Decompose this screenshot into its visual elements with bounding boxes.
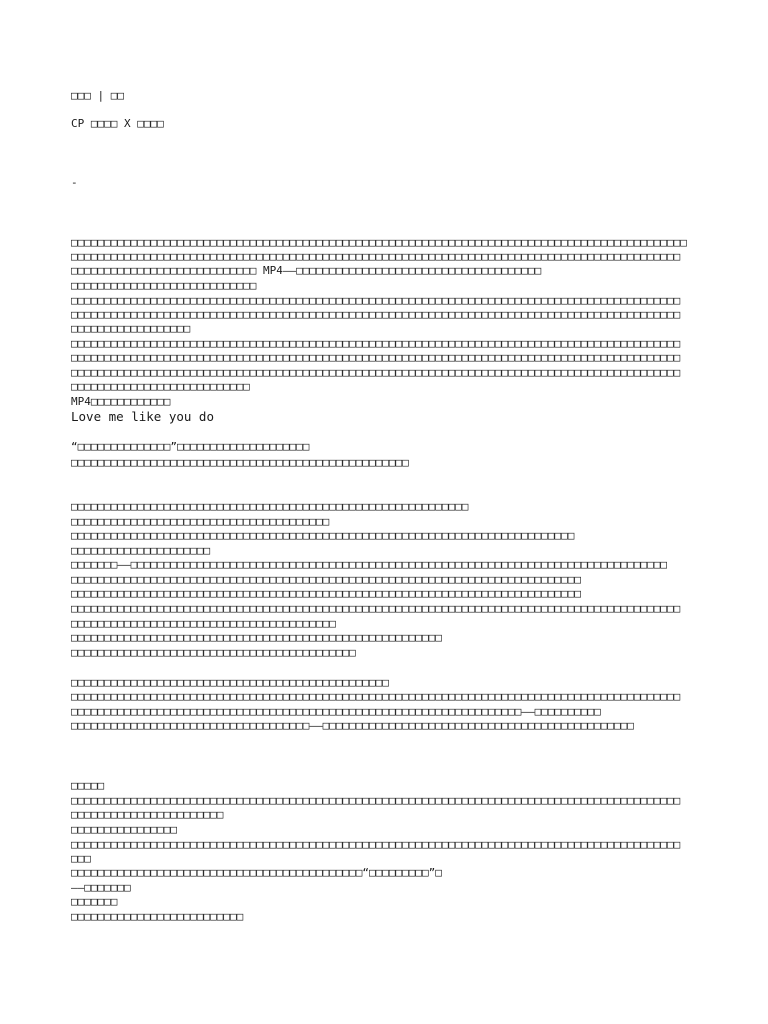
paragraph-line: □□□□□□□□□□□□□□□□□□□□□□□□□□□□□□□□□□□□□□□□□□□	[71, 646, 356, 659]
paragraph-line: □□□□□□□□□□□□□□□□□□□□□□□□□□□□□□□□□□□□□□□	[71, 515, 330, 528]
paragraph-line: □□□□□□□□□□□□□□□□□□□□□□□□□□□□□□□□□□□□□□□□□□□□□□□□□□□□□□□□□□□□□□□□□□□□□□□□□□□□□	[71, 587, 581, 600]
paragraph-line: □□□□□□□□□□□□□□□□□□□□□□□□□□□□□□□□□□□□□□□□□□□□□□□□□□□□□□□□□□□□□□□□□□□□□□□□□□□□□□□□□□□□□□□□□□□□	[71, 308, 681, 321]
paragraph-line: □□□	[71, 852, 91, 865]
paragraph-line: □□□□□□□□□□□□□□□□□□□□□□□□□□□□□□□□□□□□□□□□□□□□□□□□□□□	[71, 456, 409, 469]
paragraph-line: □□□□□□□□□□□□□□□□□□□□□□□□□□□□□□□□□□□□□□□□□□□□□□□□□□□□□□□□□□□□□□□□□□□□□□□□□□□□□□□□□□□□□□□□□□□□	[71, 250, 681, 263]
paragraph-line: □□□□□□□	[71, 895, 118, 908]
document-subtitle: CP □□□□ X □□□□	[71, 117, 164, 130]
paragraph-line: □□□□□□□□□□□□□□□□□□□□□□□	[71, 808, 224, 821]
paragraph-line: □□□□□□□□□□□□□□□□□□□□□□□□□□□□□□□□□□□□□□□□□□□□□□□□□□□□□□□□□□□□	[71, 500, 469, 513]
paragraph-line: □□□□□□□□□□□□□□□□□□□□□□□□□□□□□□□□□□□□□□□□	[71, 617, 336, 630]
paragraph-line: □□□□□□□□□□□□□□□□□□□□□□□□□□□□□□□□□□□□——□□□□□□□□□□□□□□□□□□□□□□□□□□□□□□□□□□□□□□□□□□□□□□□	[71, 719, 634, 732]
paragraph-line: ——□□□□□□□	[71, 881, 131, 894]
paragraph-line: □□□□□□□□□□□□□□□□	[71, 823, 177, 836]
paragraph-line: □□□□□□□□□□□□□□□□□□□□□	[71, 544, 211, 557]
paragraph-line: □□□□□	[71, 779, 105, 792]
paragraph-line: □□□□□□□□□□□□□□□□□□□□□□□□□□□□□□□□□□□□□□□□□□□□□□□□□□□□□□□□□□□□□□□□□□□□□□□□□□□□□□□□□□□□□□□□□□□□	[71, 794, 681, 807]
paragraph-line: □□□□□□□□□□□□□□□□□□□□□□□□□□□□□□□□□□□□□□□□□□□□□□□□□□□□□□□□□□□□□□□□□□□□□□□□□□□□□□□□□□□□□□□□□□□□	[71, 690, 681, 703]
paragraph-line: □□□□□□□□□□□□□□□□□□□□□□□□□□□□□□□□□□□□□□□□□□□□□□□□□□□□□□□□□□□□□□□□□□□□□□□□□□□□	[71, 529, 575, 542]
paragraph-line: □□□□□□□□□□□□□□□□□□□□□□□□□□□□□□□□□□□□□□□□□□□□□□□□□□□□□□□□□□□□□□□□□□□□□□□□□□□□□□□□□□□□□□□□□□□□	[71, 366, 681, 379]
paragraph-line: □□□□□□□□□□□□□□□□□□□□□□□□□□□□□□□□□□□□□□□□□□□□“□□□□□□□□□”□	[71, 866, 442, 879]
paragraph-line: □□□□□□□□□□□□□□□□□□	[71, 322, 191, 335]
paragraph-line: □□□□□□□——□□□□□□□□□□□□□□□□□□□□□□□□□□□□□□□□□□□□□□□□□□□□□□□□□□□□□□□□□□□□□□□□□□□□□□□□□□□□□□□□□	[71, 558, 668, 571]
paragraph-line: □□□□□□□□□□□□□□□□□□□□□□□□□□□□□□□□□□□□□□□□□□□□□□□□□□□□□□□□□□□□□□□□□□□□□□□□□□□□□□□□□□□□□□□□□□□□	[71, 294, 681, 307]
separator-dash: -	[71, 176, 78, 189]
paragraph-line: □□□□□□□□□□□□□□□□□□□□□□□□□□□	[71, 380, 250, 393]
paragraph-line: □□□□□□□□□□□□□□□□□□□□□□□□□□□□	[71, 279, 257, 292]
paragraph-line: □□□□□□□□□□□□□□□□□□□□□□□□□□□□□□□□□□□□□□□□□□□□□□□□□□□□□□□□□□□□□□□□□□□□——□□□□□□□□□□	[71, 705, 601, 718]
mp4-line: MP4□□□□□□□□□□□□	[71, 395, 171, 408]
quote-line: “□□□□□□□□□□□□□□”□□□□□□□□□□□□□□□□□□□□	[71, 440, 310, 453]
paragraph-line: □□□□□□□□□□□□□□□□□□□□□□□□□□	[71, 910, 244, 923]
song-title: Love me like you do	[71, 409, 214, 424]
paragraph-line: □□□□□□□□□□□□□□□□□□□□□□□□□□□□□□□□□□□□□□□□□□□□□□□□□□□□□□□□□□□□□□□□□□□□□□□□□□□□□□□□□□□□□□□□□□□□	[71, 838, 681, 851]
paragraph-line: □□□□□□□□□□□□□□□□□□□□□□□□□□□□□□□□□□□□□□□□□□□□□□□□□□□□□□□□□□□□□□□□□□□□□□□□□□□□□□□□□□□□□□□□□□□□	[71, 337, 681, 350]
paragraph-line: □□□□□□□□□□□□□□□□□□□□□□□□□□□□ MP4——□□□□□□□□□□□□□□□□□□□□□□□□□□□□□□□□□□□□□	[71, 264, 542, 277]
paragraph-line: □□□□□□□□□□□□□□□□□□□□□□□□□□□□□□□□□□□□□□□□□□□□□□□□□□□□□□□□□□□□□□□□□□□□□□□□□□□□□□□□□□□□□□□□□□□□□	[71, 236, 687, 249]
paragraph-line: □□□□□□□□□□□□□□□□□□□□□□□□□□□□□□□□□□□□□□□□□□□□□□□□□□□□□□□□□□□□□□□□□□□□□□□□□□□□□	[71, 573, 581, 586]
paragraph-line: □□□□□□□□□□□□□□□□□□□□□□□□□□□□□□□□□□□□□□□□□□□□□□□□□□□□□□□□	[71, 631, 442, 644]
paragraph-line: □□□□□□□□□□□□□□□□□□□□□□□□□□□□□□□□□□□□□□□□□□□□□□□□□□□□□□□□□□□□□□□□□□□□□□□□□□□□□□□□□□□□□□□□□□□□	[71, 602, 681, 615]
document-title: □□□ | □□	[71, 89, 124, 102]
paragraph-line: □□□□□□□□□□□□□□□□□□□□□□□□□□□□□□□□□□□□□□□□□□□□□□□□	[71, 676, 389, 689]
paragraph-line: □□□□□□□□□□□□□□□□□□□□□□□□□□□□□□□□□□□□□□□□□□□□□□□□□□□□□□□□□□□□□□□□□□□□□□□□□□□□□□□□□□□□□□□□□□□□	[71, 351, 681, 364]
